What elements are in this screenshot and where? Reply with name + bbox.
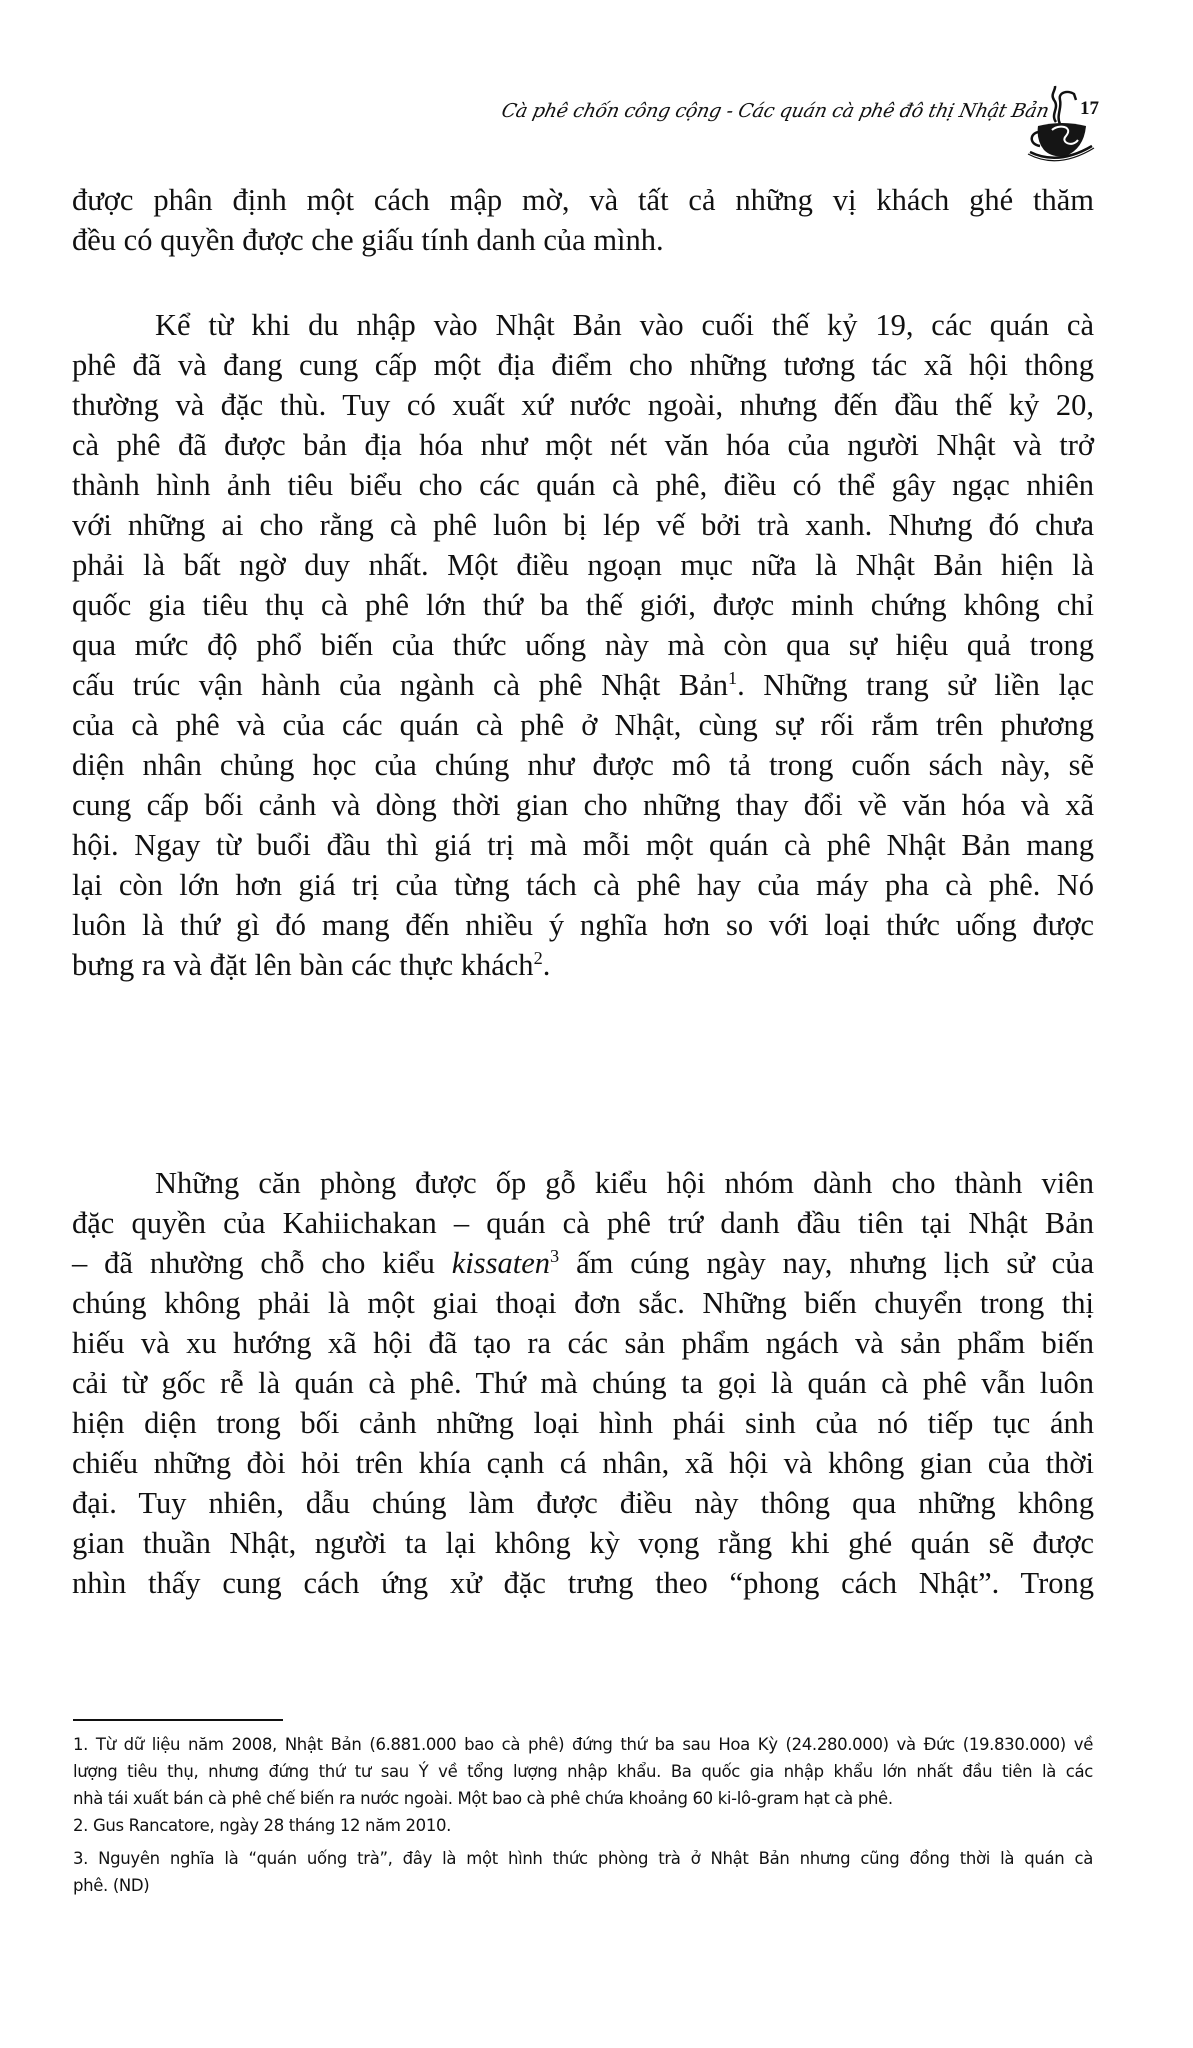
text-line: gian thuần Nhật, người ta lại không kỳ vọng rằng khi ghé quán sẽ được bbox=[72, 1526, 1094, 1560]
text-line: được phân định một cách mập mờ, và tất cả những vị khách ghé thăm bbox=[72, 183, 1094, 217]
footnote-3-line: phê. (ND) bbox=[73, 1876, 150, 1895]
text-line: qua mức độ phổ biến của thức uống này mà còn qua sự hiệu quả trong bbox=[72, 628, 1094, 662]
text-line: chiếu những đòi hỏi trên khía cạnh cá nhân, xã hội và không gian của thời bbox=[72, 1446, 1094, 1480]
text-line: diện nhân chủng học của chúng như được mô tả trong cuốn sách này, sẽ bbox=[72, 748, 1094, 782]
text-line: đều có quyền được che giấu tính danh của mình. bbox=[72, 223, 664, 257]
footnote-1-line: lượng tiêu thụ, nhưng đứng thứ tư sau Ý về tổng lượng nhập khẩu. Ba quốc gia nhập khẩu lớn nhất đầu tiên là các bbox=[73, 1762, 1093, 1781]
footnote-1-line: 1. Từ dữ liệu năm 2008, Nhật Bản (6.881.000 bao cà phê) đứng thứ ba sau Hoa Kỳ (24.280.000) và Đức (19.830.000) về bbox=[73, 1735, 1093, 1754]
text-line: hội. Ngay từ buổi đầu thì giá trị mà mỗi một quán cà phê Nhật Bản mang bbox=[72, 828, 1094, 862]
text-line: nhìn thấy cung cách ứng xử đặc trưng theo “phong cách Nhật”. Trong bbox=[72, 1566, 1094, 1600]
text-line: hiếu và xu hướng xã hội đã tạo ra các sản phẩm ngách và sản phẩm biến bbox=[72, 1326, 1094, 1360]
text-line: cải từ gốc rễ là quán cà phê. Thứ mà chúng ta gọi là quán cà phê vẫn luôn bbox=[72, 1366, 1094, 1400]
text-line: của cà phê và của các quán cà phê ở Nhật, cùng sự rối rắm trên phương bbox=[72, 708, 1094, 742]
text-line: thường và đặc thù. Tuy có xuất xứ nước ngoài, nhưng đến đầu thế kỷ 20, bbox=[72, 388, 1094, 422]
text-line: đại. Tuy nhiên, dẫu chúng làm được điều này thông qua những không bbox=[72, 1486, 1094, 1520]
text-line: quốc gia tiêu thụ cà phê lớn thứ ba thế giới, được minh chứng không chỉ bbox=[72, 588, 1094, 622]
text-span: – đã nhường chỗ cho kiểu bbox=[72, 1246, 452, 1280]
text-line: đặc quyền của Kahiichakan – quán cà phê trứ danh đầu tiên tại Nhật Bản bbox=[72, 1206, 1094, 1240]
text-span: ấm cúng ngày nay, nhưng lịch sử của bbox=[559, 1246, 1094, 1280]
text-line: Kể từ khi du nhập vào Nhật Bản vào cuối thế kỷ 19, các quán cà bbox=[155, 308, 1094, 342]
text-span: . bbox=[542, 948, 551, 982]
coffee-cup-icon bbox=[1022, 82, 1102, 172]
running-header-title: Cà phê chốn công cộng - Các quán cà phê đô thị Nhật Bản bbox=[499, 100, 1051, 122]
page-number: 17 bbox=[1080, 98, 1099, 119]
text-line: luôn là thứ gì đó mang đến nhiều ý nghĩa hơn so với loại thức uống được bbox=[72, 908, 1094, 942]
text-line: phải là bất ngờ duy nhất. Một điều ngoạn mục nữa là Nhật Bản hiện là bbox=[72, 548, 1094, 582]
text-line: chúng không phải là một giai thoại đơn sắc. Những biến chuyển trong thị bbox=[72, 1286, 1094, 1320]
italic-term-kissaten: kissaten bbox=[451, 1246, 551, 1280]
footnote-3-line: 3. Nguyên nghĩa là “quán uống trà”, đây là một hình thức phòng trà ở Nhật Bản nhưng cũng đồng thời là quán cà bbox=[73, 1849, 1093, 1868]
footnote-1-line: nhà tái xuất bán cà phê chế biến ra nước ngoài. Một bao cà phê chứa khoảng 60 ki-lô-gram hạt cà phê. bbox=[73, 1789, 893, 1808]
footnote-separator bbox=[73, 1719, 283, 1721]
footnote-2-line: 2. Gus Rancatore, ngày 28 tháng 12 năm 2010. bbox=[73, 1816, 452, 1835]
text-line-with-footnote bbox=[72, 945, 1094, 985]
text-line: cà phê đã được bản địa hóa như một nét văn hóa của người Nhật và trở bbox=[72, 428, 1094, 462]
footnote-ref-3[interactable]: 3 bbox=[550, 1245, 560, 1266]
text-line: Những căn phòng được ốp gỗ kiểu hội nhóm dành cho thành viên bbox=[155, 1166, 1094, 1200]
text-line: lại còn lớn hơn giá trị của từng tách cà phê hay của máy pha cà phê. Nó bbox=[72, 868, 1094, 902]
footnote-ref-1[interactable]: 1 bbox=[728, 667, 738, 688]
text-span: cấu trúc vận hành của ngành cà phê Nhật Bản bbox=[72, 668, 729, 702]
footnote-ref-2[interactable]: 2 bbox=[533, 947, 543, 968]
text-span: . Những trang sử liền lạc bbox=[737, 668, 1094, 702]
text-line: hiện diện trong bối cảnh những loại hình phái sinh của nó tiếp tục ánh bbox=[72, 1406, 1094, 1440]
text-line: phê đã và đang cung cấp một địa điểm cho những tương tác xã hội thông bbox=[72, 348, 1094, 382]
text-line: thành hình ảnh tiêu biểu cho các quán cà phê, điều có thể gây ngạc nhiên bbox=[72, 468, 1094, 502]
text-line: cung cấp bối cảnh và dòng thời gian cho những thay đổi về văn hóa và xã bbox=[72, 788, 1094, 822]
text-line-with-footnote bbox=[72, 665, 1094, 705]
text-line-with-footnote bbox=[72, 1243, 1094, 1283]
text-span: bưng ra và đặt lên bàn các thực khách bbox=[72, 948, 534, 982]
text-line: với những ai cho rằng cà phê luôn bị lép vế bởi trà xanh. Nhưng đó chưa bbox=[72, 508, 1094, 542]
